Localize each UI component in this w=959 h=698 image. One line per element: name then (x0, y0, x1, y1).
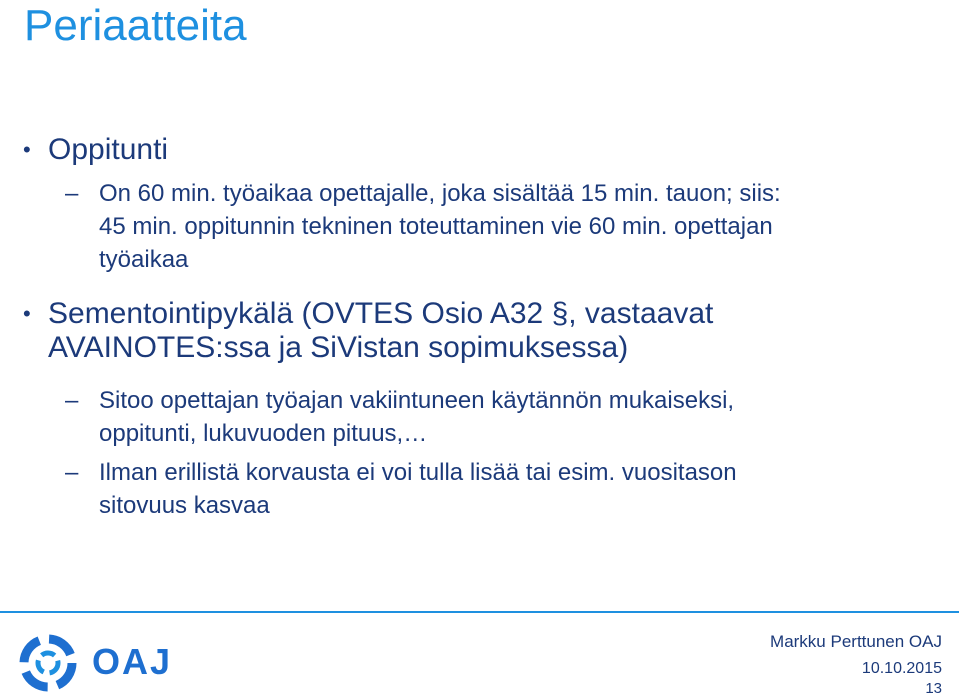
bullet-text: Oppitunti (48, 133, 169, 166)
bullet-dash: – (65, 459, 79, 486)
bullet-line: AVAINOTES:ssa ja SiVistan sopimuksessa) (48, 331, 629, 364)
bullet-oppitunti (23, 133, 169, 167)
sub-bullet-line: sitovuus kasvaa (99, 492, 270, 519)
sub-bullet-line: Ilman erillistä korvausta ei voi tulla lisää tai esim. vuositason (99, 459, 737, 486)
sub-bullet-work-time (65, 177, 781, 276)
bullet-sementointipykala (23, 297, 714, 365)
bullet-dash: – (65, 180, 79, 207)
bullet-line: Sementointipykälä (OVTES Osio A32 §, vastaavat (48, 297, 714, 330)
page-number: 13 (925, 680, 942, 697)
sub-bullet-line: työaikaa (99, 246, 189, 273)
oaj-logo-icon (18, 632, 88, 694)
slide-title: Periaatteita (24, 1, 247, 50)
footer-rule (0, 611, 959, 613)
bullet-dot: • (23, 301, 31, 326)
sub-bullet-line: oppitunti, lukuvuoden pituus,… (99, 420, 428, 447)
footer-author: Markku Perttunen OAJ (770, 632, 942, 651)
oaj-logo-text: OAJ (92, 641, 173, 682)
sub-bullet-ilman (65, 456, 737, 522)
sub-bullet-line: On 60 min. työaikaa opettajalle, joka sisältää 15 min. tauon; siis: (99, 180, 781, 207)
footer-date: 10.10.2015 (861, 660, 942, 677)
sub-bullet-line: Sitoo opettajan työajan vakiintuneen käytännön mukaiseksi, (99, 387, 735, 414)
sub-bullet-line: 45 min. oppitunnin tekninen toteuttaminen vie 60 min. opettajan (99, 213, 773, 240)
bullet-dot: • (23, 137, 31, 162)
bullet-dash: – (65, 387, 79, 414)
sub-bullet-sitoo (65, 384, 735, 450)
